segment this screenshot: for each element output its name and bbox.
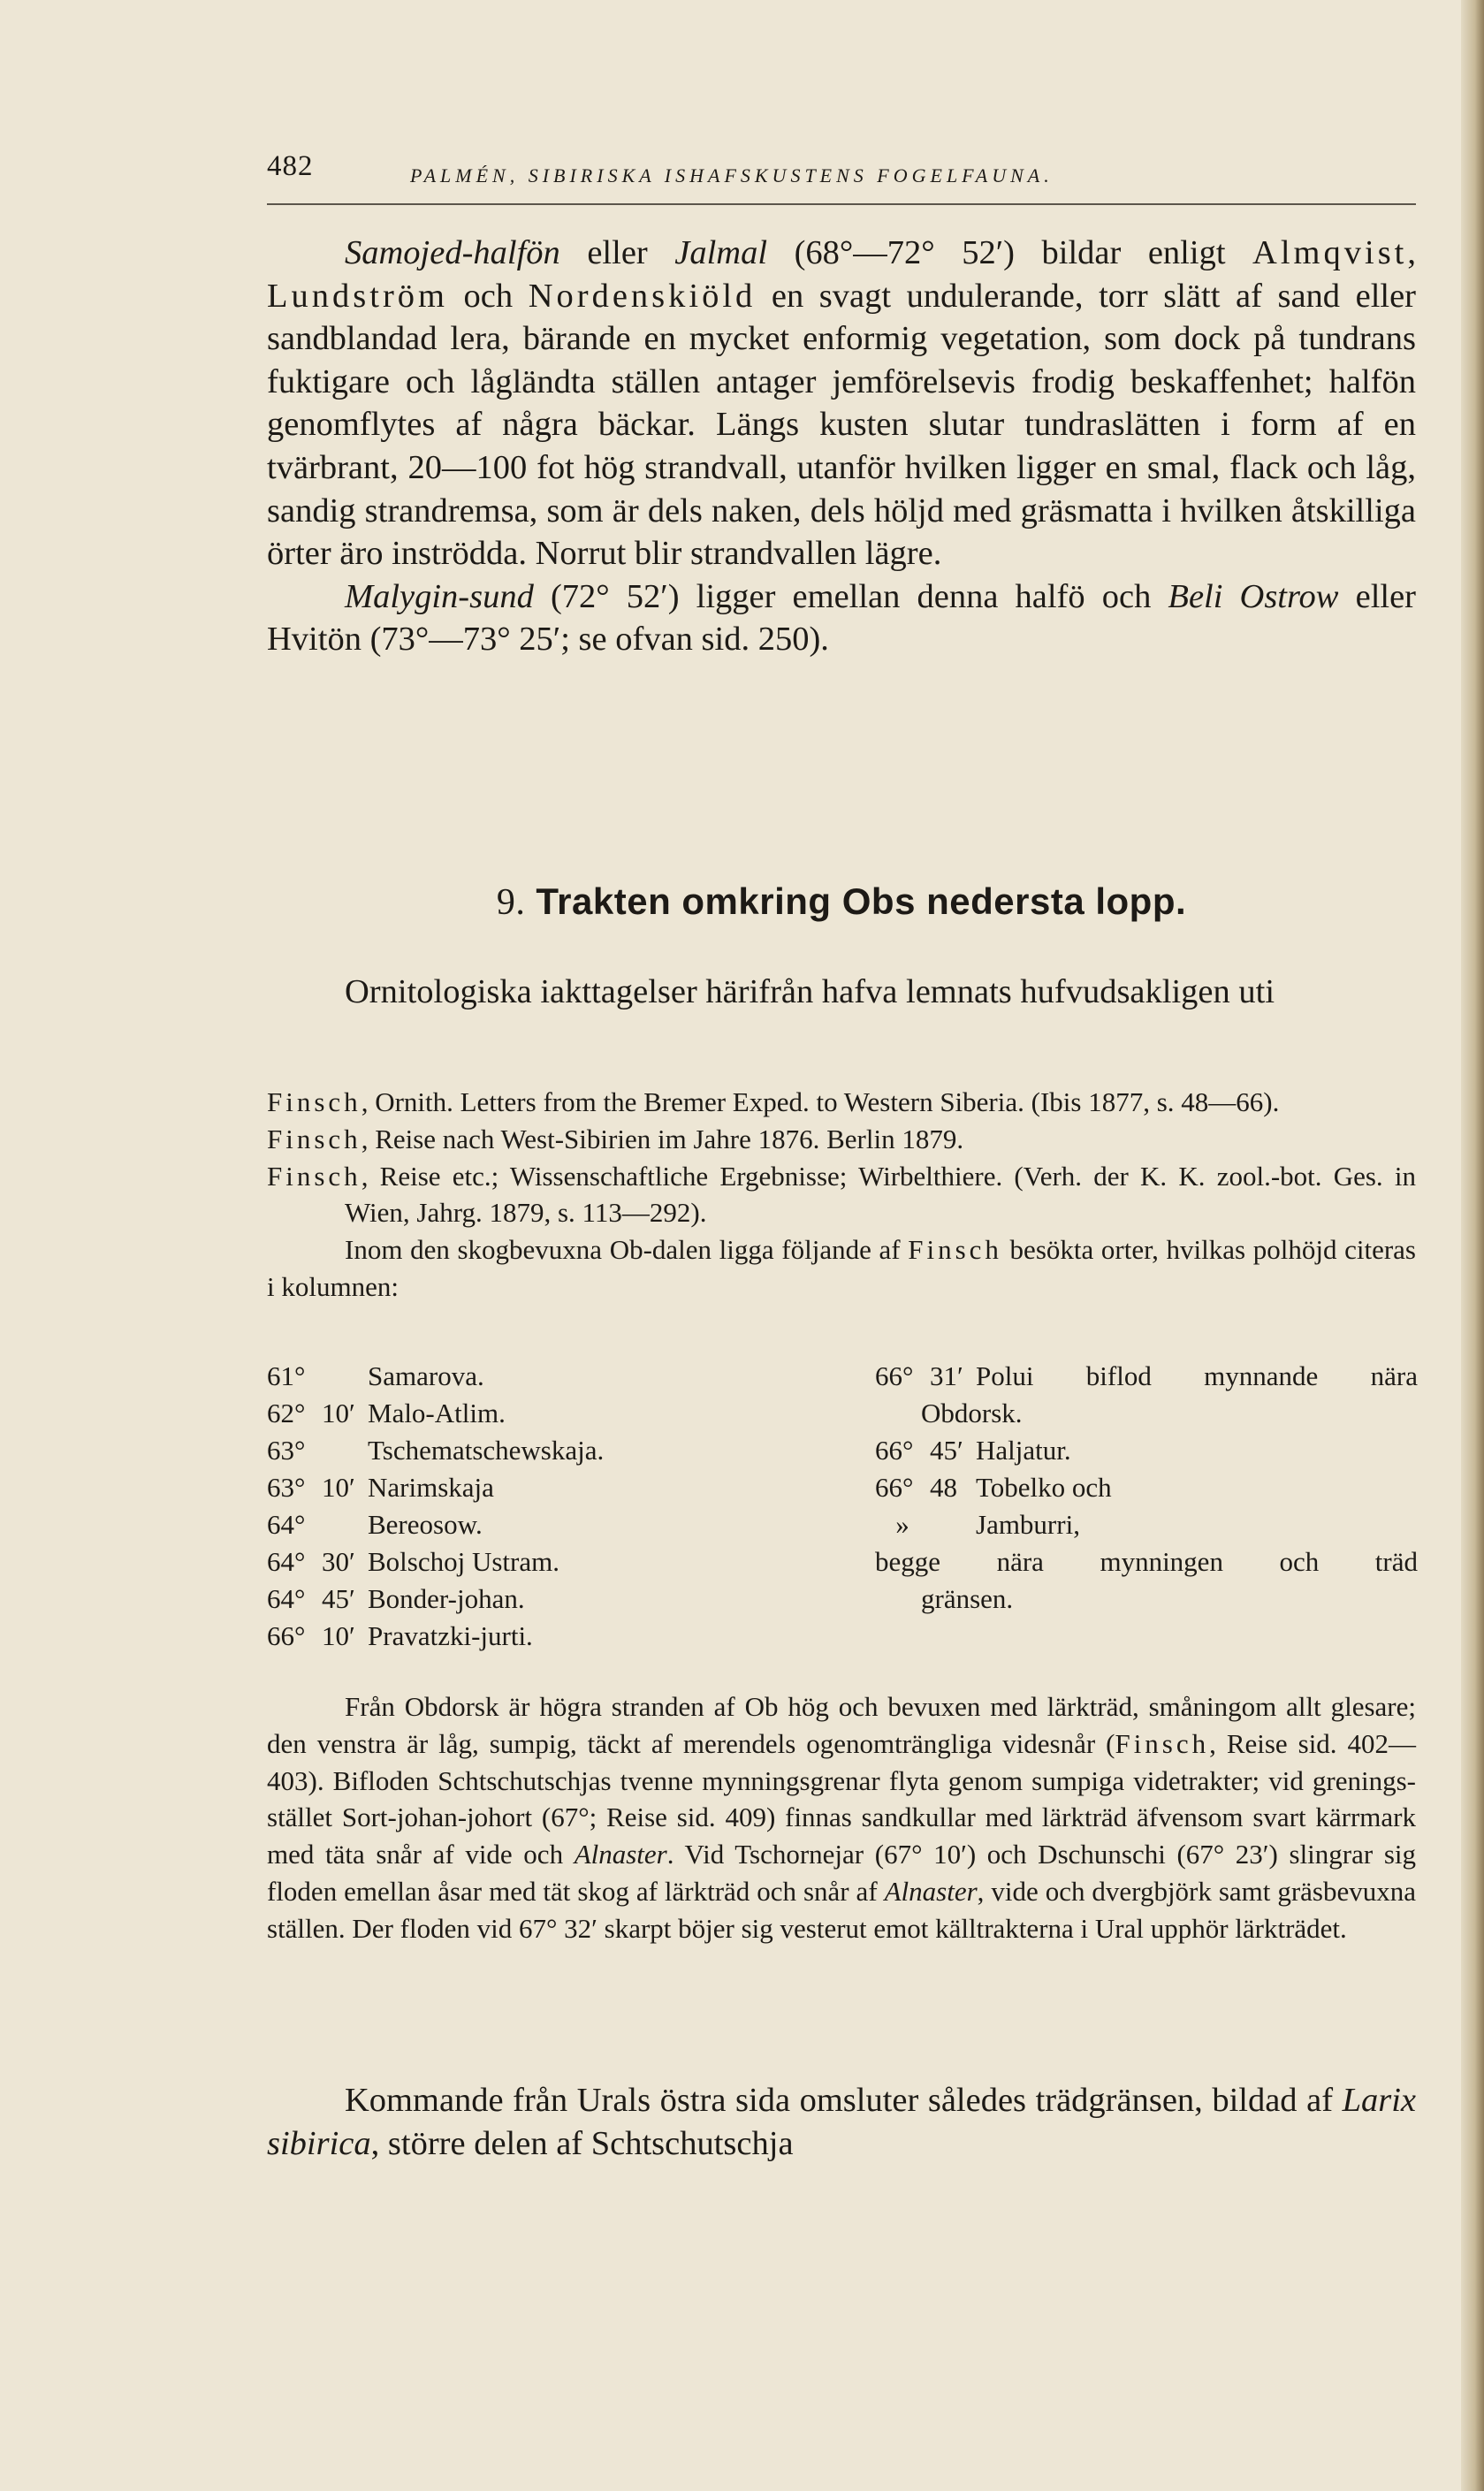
- location-name: Tschematschewskaja.: [368, 1435, 605, 1466]
- location-name: Pravatzki-jurti.: [368, 1620, 533, 1651]
- location-row: [267, 1618, 797, 1655]
- location-min: [322, 1432, 368, 1469]
- inom-text-2: besökta orter, hvilkas polhöjd citeras i kolumnen:: [267, 1234, 1416, 1302]
- page-header: [267, 149, 1418, 205]
- location-note: begge nära mynningen och träd: [875, 1546, 1418, 1577]
- location-min: 10′: [322, 1472, 355, 1503]
- place-samojed: Samojed-halfön: [345, 234, 560, 271]
- reference-text: , Ornith. Letters from the Bremer Exped. to Western Siberia. (Ibis 1877, s. 48—66).: [361, 1086, 1280, 1117]
- location-row: [875, 1469, 1418, 1506]
- location-min: 31′: [930, 1360, 963, 1391]
- location-note-continuation: gränsen.: [921, 1583, 1014, 1614]
- location-name: Samarova.: [368, 1360, 484, 1391]
- location-name: Malo-Atlim.: [368, 1398, 506, 1428]
- location-min: [322, 1506, 368, 1543]
- location-row: [267, 1432, 797, 1469]
- malygin-text-1: (72° 52′) ligger emellan denna halfö och: [533, 577, 1168, 615]
- final-text: [267, 2079, 1416, 2165]
- author-lundstrom: Lundström: [267, 277, 448, 315]
- location-row: [267, 1543, 797, 1581]
- reference-list: [267, 1084, 1416, 1306]
- location-lat: 63°: [267, 1435, 306, 1466]
- reference-text: , Reise nach West-Sibirien im Jahre 1876. Berlin 1879.: [361, 1123, 964, 1154]
- location-lat: 62°: [267, 1398, 306, 1428]
- location-min: 10′: [322, 1398, 355, 1428]
- reference-author: Finsch: [267, 1160, 361, 1192]
- location-name: Bonder-johan.: [368, 1583, 525, 1614]
- final-text-2: , större delen af Schtschutschja: [370, 2124, 794, 2162]
- reference-text: , Reise etc.; Wissenschaftliche Ergebnisse; Wirbelthiere. (Verh. der K. K. zool.-bot. Ges. in Wien, Jahrg. 1879, s. 113—292).: [345, 1160, 1416, 1229]
- location-name: Haljatur.: [976, 1435, 1071, 1466]
- larix-sibirica: Larix sibirica: [267, 2082, 1416, 2162]
- inom-paragraph: [267, 1231, 1416, 1306]
- location-row: [267, 1506, 797, 1543]
- location-continuation: Obdorsk.: [921, 1398, 1023, 1428]
- intro-text: [267, 232, 1416, 575]
- obdorsk-text-4: , vide och dvergbjörk samt gräsbevuxna ställen. Der floden vid 67° 32′ skarpt böjer sig vesterut emot källtrakterna i Ural upphör lärkträdet.: [267, 1875, 1416, 1944]
- obdorsk-text: [267, 1688, 1416, 1947]
- obdorsk-text-2: , Reise sid. 402—403). Bifloden Schtschutschjas tvenne mynningsgrenar flyta genom sumpiga videtrakter; vid greningsstället Sort-johan-johort (67°; Reise sid. 409) finnas sandkullar med lärkträd äfvensom svart kärrmark med täta snår af vide och: [267, 1727, 1416, 1870]
- alnaster-1: Alnaster: [574, 1839, 667, 1870]
- reference-author: Finsch: [267, 1123, 361, 1154]
- location-lat: 63°: [267, 1472, 306, 1503]
- location-name: Polui biflod mynnande nära: [976, 1360, 1418, 1391]
- place-malygin: Malygin-sund: [345, 577, 534, 615]
- location-row: [267, 1581, 797, 1618]
- section-number: 9.: [496, 882, 526, 923]
- location-name: Narimskaja: [368, 1472, 494, 1503]
- malygin-text: [267, 575, 1416, 661]
- location-lat: 66°: [875, 1472, 914, 1503]
- locations-left-column: [267, 1358, 797, 1655]
- place-beli-ostrow: Beli Ostrow: [1168, 577, 1339, 615]
- location-lat: 66°: [267, 1620, 306, 1651]
- page-spine-edge: [1461, 0, 1484, 2491]
- place-jalmal: Jalmal: [674, 234, 768, 271]
- location-name: Tobelko och: [976, 1472, 1112, 1503]
- ditto-mark: »: [895, 1509, 909, 1540]
- lead-text: Ornitologiska iakttagelser härifrån hafva lemnats hufvudsakligen uti: [345, 973, 1275, 1010]
- lead-paragraph: [267, 971, 1416, 1014]
- intro-text-2: (68°—72° 52′) bildar enligt: [767, 234, 1253, 271]
- location-name: Bereosow.: [368, 1509, 483, 1540]
- final-text-1: Kommande från Urals östra sida omsluter således trädgränsen, bildad af: [345, 2082, 1343, 2119]
- locations-columns: [267, 1358, 1418, 1676]
- reference-item: [267, 1158, 1416, 1232]
- location-min: 30′: [322, 1546, 355, 1577]
- section-heading: [267, 880, 1416, 924]
- location-lat: 66°: [875, 1435, 914, 1466]
- location-min: 48: [930, 1472, 957, 1503]
- location-row: [267, 1395, 797, 1432]
- intro-text-5: en svagt undulerande, torr slätt af sand eller sandblandad lera, bärande en mycket enformig vegetation, som dock på tundrans fuktigare och lågländta ställen antager jemförelsevis frodig beskaffenhet; halfön genomflytes af några bäckar. Längs kusten slutar tundraslätten i form af en tvärbrant, 20—100 fot hög strandvall, utanför hvilken ligger en smal, flack och låg, sandig strandremsa, som är dels naken, dels höljd med gräsmatta i hvilken åtskilliga örter äro inströdda. Norrut blir strandvallen lägre.: [267, 277, 1416, 573]
- location-name: Bolschoj Ustram.: [368, 1546, 559, 1577]
- final-paragraph: [267, 2079, 1416, 2165]
- location-lat: 64°: [267, 1546, 306, 1577]
- intro-paragraph: [267, 232, 1416, 661]
- header-rule: [267, 203, 1416, 205]
- obdorsk-paragraph: [267, 1688, 1416, 1947]
- location-lat: 64°: [267, 1583, 306, 1614]
- location-lat: 64°: [267, 1509, 306, 1540]
- section-title: Trakten omkring Obs nedersta lopp.: [536, 880, 1187, 922]
- location-row: [875, 1432, 1418, 1469]
- reference-author: Finsch: [267, 1086, 361, 1117]
- location-min: 45′: [322, 1583, 355, 1614]
- intro-text-4: och: [447, 277, 529, 315]
- location-row: [875, 1358, 1418, 1395]
- locations-right-column: [875, 1358, 1418, 1618]
- author-almqvist: Almqvist: [1252, 234, 1408, 271]
- intro-text-3: ,: [1407, 234, 1416, 271]
- obdorsk-author: Finsch: [1115, 1727, 1210, 1759]
- location-row: [267, 1469, 797, 1506]
- location-row: [267, 1358, 797, 1395]
- page-number: 482: [267, 150, 314, 182]
- location-name: Jamburri,: [976, 1509, 1080, 1540]
- alnaster-2: Alnaster: [884, 1875, 978, 1907]
- obdorsk-text-1: Från Obdorsk är högra stranden af Ob hög och bevuxen med lärkträd, småningom allt glesare; den venstra är låg, sumpig, täckt af merendels ogenomträngliga videsnår (: [267, 1691, 1416, 1759]
- location-min: 45′: [930, 1435, 963, 1466]
- malygin-text-2: eller Hvitön (73°—73° 25′; se ofvan sid. 250).: [267, 577, 1416, 659]
- location-lat: 61°: [267, 1360, 306, 1391]
- location-lat: 66°: [875, 1360, 914, 1391]
- location-min: [322, 1358, 368, 1395]
- location-row: [875, 1506, 1418, 1543]
- intro-text-1: eller: [559, 234, 675, 271]
- author-nordenskiold: Nordenskiöld: [528, 277, 757, 315]
- obdorsk-text-3: . Vid Tschornejar (67° 10′) och Dschunschi (67° 23′) slingrar sig floden emellan åsar med tät skog af lärkträd och snår af: [267, 1839, 1416, 1907]
- inom-text-1: Inom den skogbevuxna Ob-dalen ligga följande af: [345, 1234, 909, 1266]
- running-title: PALMÉN, SIBIRISKA ISHAFSKUSTENS FOGELFAUNA.: [410, 164, 1054, 187]
- location-min: 10′: [322, 1620, 355, 1651]
- reference-item: [267, 1121, 1416, 1158]
- inom-author: Finsch: [908, 1234, 1002, 1266]
- reference-item: [267, 1084, 1416, 1121]
